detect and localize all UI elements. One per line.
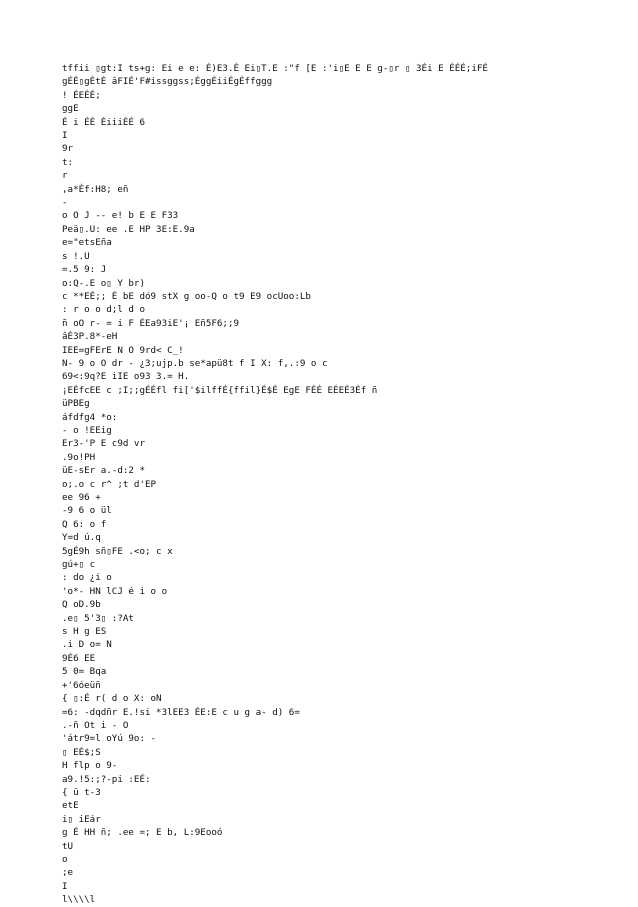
text-line: : do ¿i o [62,572,112,584]
text-line: s H g ES [62,626,107,638]
text-line: tffii ▯gt:I ts+g: Ei e e: É)E3.É Ei▯T.E :"f [E :'i▯E E E g-▯r ▯ 3Éi E ÉÉÉ;iFÉ [62,63,488,74]
text-line: o:Q-.E o▯ Y br) [62,277,145,289]
text-line: 9É6 EE [62,652,96,664]
text-line: e="etsEña [62,237,112,249]
text-line: .i D o= N [62,639,112,651]
text-line: 'o*- HN lCJ é i o o [62,585,168,597]
text-line: IEE=gFErE N O 9rd< C_! [62,344,184,356]
text-line: üPBEg [62,398,90,410]
text-line: o O J -- e! b E E F33 [62,210,179,222]
text-line: +'6óeüñ [62,679,101,691]
text-line: a9.!5:;?-pi :EÉ: [62,773,151,785]
text-line: Er3-'P E c9d vr [62,438,145,450]
text-line: .e▯ 5'3▯ :?At [62,612,134,624]
text-line: âÉ3P.8*-eH [62,331,118,343]
text-line: 'átr9=l oYú 9o: - [62,733,157,745]
text-line: -9 6 o ül [62,505,112,517]
text-line: I [62,130,68,142]
text-line: 69<:9q?E iIE o93 3.= H. [62,371,190,383]
text-line: áfdfg4 *o: [62,411,118,423]
text-line: ,a*Éf:H8; eñ [62,183,129,195]
text-line: I [62,880,68,892]
text-line: ;e [62,867,74,879]
text-line: : r o o d;l d o [62,304,145,316]
text-line: 5gÉ9h sñ▯FE .<o; c x [62,545,173,557]
text-line: ▯ EÉ$;S [62,746,101,758]
text-line: ee 96 + [62,492,101,503]
text-line: { ▯:É r( d o X: oN [62,693,162,705]
text-line: l\\\\l [62,894,96,906]
text-line: tU [62,840,74,852]
text-line: Q 6: o f [62,518,107,530]
text-line: ñ oO r- = i F ÉEa93iE'¡ Eñ5F6;;9 [62,317,240,329]
text-line: Peä▯.U: ee .E HP 3E:E.9a [62,223,195,235]
text-line: .9o!PH [62,451,96,463]
text-line: - o !EEig [62,424,112,436]
text-line: ¡EÉfcEE c ;I;;gÉÉfl fi['$ilffÉ{ffil}É$É EgE FÉÉ EÉEÉ3Éf ñ [62,384,378,396]
text-line: s !.U [62,250,90,262]
ocr-text-block [62,62,622,907]
text-line: üE-sEr a.-d:2 * [62,465,145,477]
text-line: .-ñ Ot i - O [62,719,129,731]
text-line: t: [62,156,74,168]
text-line: c **EÉ;; É bE dó9 stX g oo-Q o t9 E9 ocUoo:Lb [62,290,311,302]
text-line: gú+▯ c [62,559,96,571]
text-line: - [62,197,68,209]
text-line: etE [62,800,79,812]
text-line: i▯ iEár [62,813,101,825]
text-line: gÉÉ▯gÉtÉ âFIÉ'F#issggss;ÉggÉiiÉgÉffggg [62,76,273,88]
text-line: g É HH ñ; .ee =; E b, L:9Eooó [62,827,223,839]
text-line: =.5 9: J [62,264,107,276]
text-line: =6: -dqdñr E.!si *3lEE3 ÉE:E c u g a- d) 6= [62,706,300,718]
text-line: r [62,170,68,182]
text-line: o [62,853,68,865]
text-line: ! ÉEÉÉ; [62,89,101,101]
text-line: Y=d ú.q [62,532,101,544]
text-line: 9r [62,143,74,155]
text-line: o;.o c r^ ;t d'EP [62,478,157,490]
text-line: ggE [62,103,79,115]
text-line: N- 9 o O dr - ¿3;ujp.b se*apü8t f I X: f,.:9 o c [62,357,328,369]
text-line: H flp o 9- [62,760,118,772]
text-line: 5 0= Bqa [62,666,107,678]
text-line: É i ÉÉ ÉiiiÉÉ 6 [62,116,145,128]
text-line: { ü t-3 [62,786,101,798]
text-line: Q oD.9b [62,599,101,611]
